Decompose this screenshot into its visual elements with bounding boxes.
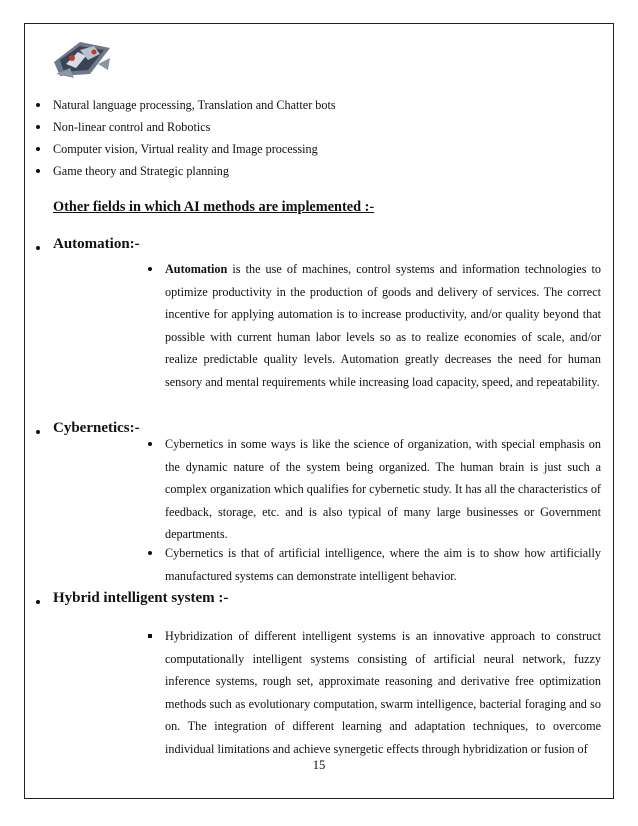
list-item-text: Non-linear control and Robotics — [53, 120, 211, 134]
section-heading: Other fields in which AI methods are implemented :- — [53, 199, 375, 215]
bullet-icon — [36, 169, 40, 173]
bullet-icon — [36, 125, 40, 129]
list-item-text: Computer vision, Virtual reality and Image processing — [53, 142, 318, 156]
topic-automation — [36, 236, 140, 253]
cybernetics-paragraph-1 — [148, 433, 601, 546]
bullet-icon — [36, 103, 40, 107]
bullet-icon — [148, 442, 152, 446]
list-item — [36, 138, 336, 160]
page-number: 15 — [312, 758, 326, 772]
bullet-icon — [148, 267, 152, 271]
paragraph-text: Hybridization of different intelligent systems is an innovative approach to construct computationally intelligent systems consisting of artificial neural network, fuzzy inference systems, rough set, approximate reasoning and derivative free optimization methods such as evolutionary computation, swarm intelligence, bacterial foraging and so on. The integration of different learning and adaptation techniques, to overcome individual limitations and achieve synergetic effects through hybridization or fusion of — [165, 629, 601, 756]
list-item — [36, 94, 336, 116]
square-bullet-icon — [148, 634, 152, 638]
bullet-icon — [36, 430, 40, 434]
bullet-icon — [148, 551, 152, 555]
paragraph-text: Cybernetics in some ways is like the science of organization, with special emphasis on the dynamic nature of the system being organized. The human brain is just such a complex organization which qualifies for cybernetic study. It has all the characteristics of feedback, storage, etc. and is also typical of many large businesses or Government departments. — [165, 437, 601, 541]
hybrid-paragraph-1 — [148, 625, 601, 760]
list-item-text: Natural language processing, Translation and Chatter bots — [53, 98, 336, 112]
bullet-icon — [36, 246, 40, 250]
robot-hand-logo-icon — [50, 34, 114, 82]
list-item — [36, 116, 336, 138]
bold-lead: Automation — [165, 262, 228, 276]
topic-cybernetics — [36, 420, 140, 437]
bullet-icon — [36, 600, 40, 604]
paragraph-text: is the use of machines, control systems and information technologies to optimize productivity in the production of goods and delivery of services. The correct incentive for applying automation is to increase productivity, and/or quality beyond that possible with current human labor levels so as to realize economies of scale, and/or realize predictable quality levels. Automation greatly decreases the need for human sensory and mental requirements while increasing load capacity, speed, and repeatability. — [165, 262, 601, 389]
cybernetics-paragraph-2 — [148, 542, 601, 587]
topic-title: Automation:- — [53, 236, 140, 252]
topic-hybrid-intelligent-system — [36, 590, 228, 607]
paragraph-text: Cybernetics is that of artificial intelligence, where the aim is to show how artificially manufactured systems can demonstrate intelligent behavior. — [165, 546, 601, 583]
list-item-text: Game theory and Strategic planning — [53, 164, 229, 178]
list-item — [36, 160, 336, 182]
intro-bullet-list — [36, 94, 336, 182]
topic-title: Cybernetics:- — [53, 420, 140, 436]
topic-title: Hybrid intelligent system :- — [53, 590, 229, 606]
bullet-icon — [36, 147, 40, 151]
automation-paragraph — [148, 258, 601, 393]
